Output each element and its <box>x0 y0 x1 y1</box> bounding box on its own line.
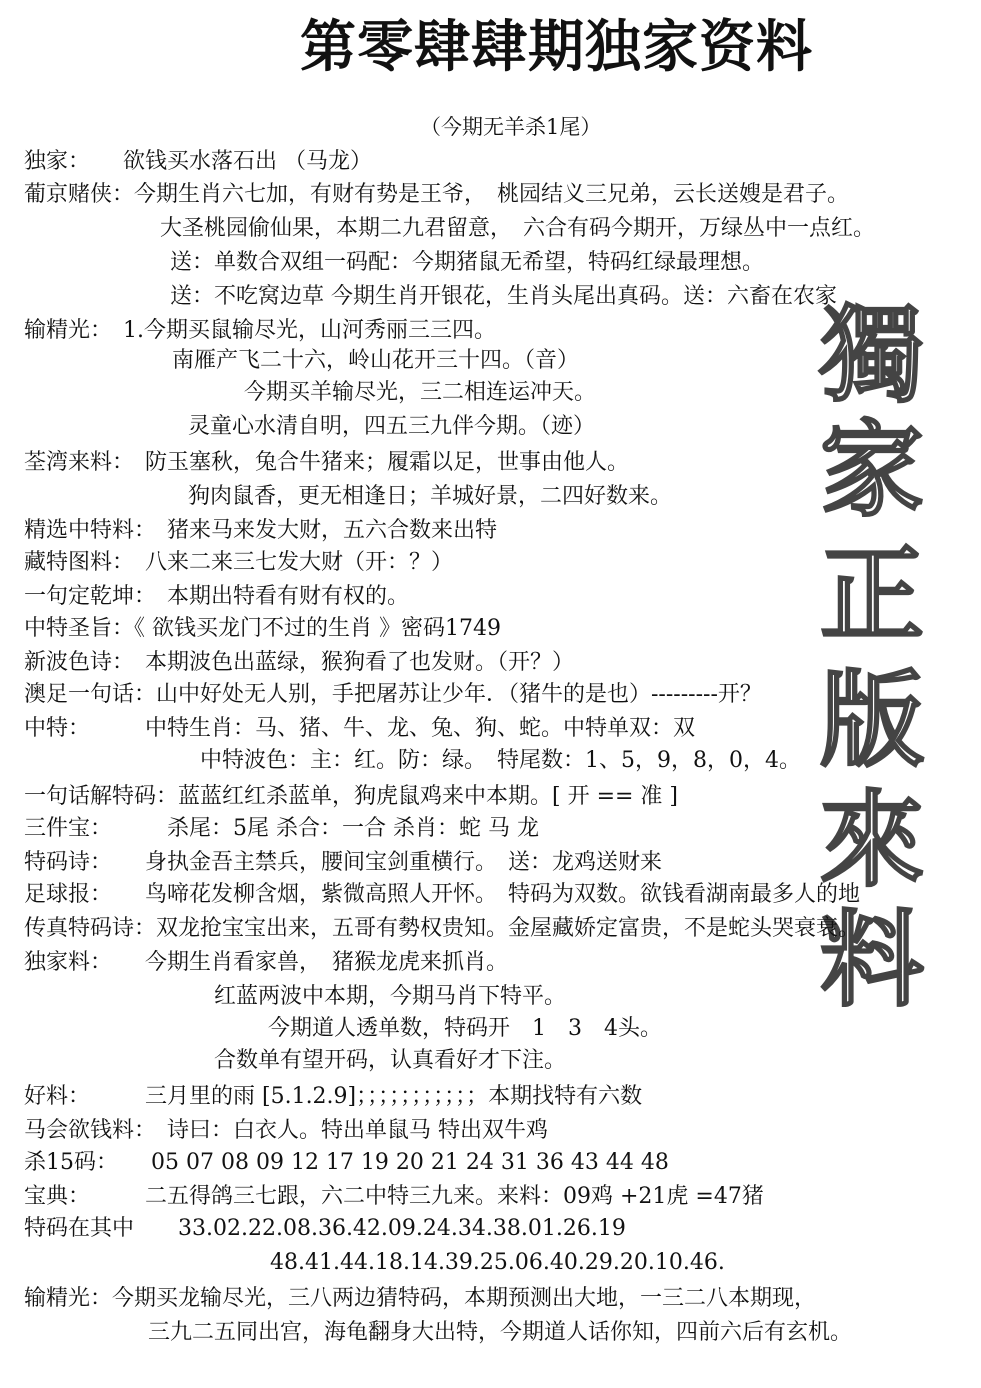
text-line: 独家料： 今期生肖看家兽， 猪猴龙虎来抓肖。 <box>24 950 509 975</box>
text-line: 特码在其中 33.02.22.08.36.42.09.24.34.38.01.26.19 <box>24 1216 626 1241</box>
text-line: 葡京赌侠：今期生肖六七加，有财有势是王爷， 桃园结义三兄弟，云长送嫂是君子。 <box>24 182 850 207</box>
text-line: 中特圣旨：《 欲钱买龙门不过的生肖 》密码1749 <box>24 616 501 641</box>
text-line: 荃湾来料： 防玉塞秋，兔合牛猪来；履霜以足，世事由他人。 <box>24 450 630 475</box>
text-line: 灵童心水清自明，四五三九伴今期。（迹） <box>188 414 596 439</box>
text-line: 送：不吃窝边草 今期生肖开银花，生肖头尾出真码。送：六畜在农家 <box>170 284 837 309</box>
text-line: 中特： 中特生肖：马、猪、牛、龙、兔、狗、蛇。中特单双：双 <box>24 716 696 741</box>
text-line: 南雁产飞二十六，岭山花开三十四。（音） <box>172 348 580 373</box>
text-line: 输精光：今期买龙输尽光，三八两边猜特码，本期预测出大地，一三二八本期现， <box>24 1286 817 1311</box>
text-line: 藏特图料： 八来二来三七发大财（开：？） <box>24 550 454 575</box>
text-line: 三九二五同出宫，海龟翻身大出特，今期道人话你知，四前六后有玄机。 <box>148 1320 853 1345</box>
page-title: 第零肆肆期独家资料 <box>300 14 813 80</box>
text-line: 一句定乾坤： 本期出特看有财有权的。 <box>24 584 410 609</box>
text-line: 中特波色：主：红。防：绿。 特尾数：1、5，9，8，0，4。 <box>200 748 801 773</box>
text-line: 宝典： 二五得鸽三七跟，六二中特三九来。来料：09鸡 +21虎 =47猪 <box>24 1184 764 1209</box>
watermark-char-5: 來 <box>820 779 925 901</box>
watermark-char-6: 料 <box>820 899 925 1021</box>
text-line: 一句话解特码：蓝蓝红红杀蓝单，狗虎鼠鸡来中本期。[ 开 == 准 ] <box>24 784 679 809</box>
text-line: 独家： 欲钱买水落石出 （马龙） <box>24 149 372 174</box>
text-line: 马会欲钱料： 诗曰：白衣人。特出单鼠马 特出双牛鸡 <box>24 1118 548 1143</box>
watermark-char-2: 家 <box>820 409 925 531</box>
text-line: 今期买羊输尽光，三二相连运冲天。 <box>244 380 597 405</box>
text-line: 大圣桃园偷仙果，本期二九君留意， 六合有码今期开，万绿丛中一点红。 <box>160 216 876 241</box>
watermark-char-4: 版 <box>820 659 925 781</box>
watermark-char-1: 獨 <box>820 294 925 416</box>
text-line: 足球报： 鸟啼花发柳含烟，紫微高照人开怀。 特码为双数。欲钱看湖南最多人的地 <box>24 882 861 907</box>
text-line: 澳足一句话：山中好处无人别，手把屠苏让少年．（猪牛的是也）---------开？ <box>24 682 762 707</box>
text-line: 新波色诗： 本期波色出蓝绿，猴狗看了也发财。（开？） <box>24 650 575 675</box>
text-line: 杀15码： 05 07 08 09 12 17 19 20 21 24 31 36 43 44 48 <box>24 1150 669 1175</box>
text-line: 三件宝： 杀尾：5尾 杀合：一合 杀肖：蛇 马 龙 <box>24 816 539 841</box>
text-line: 送：单数合双组一码配：今期猪鼠无希望，特码红绿最理想。 <box>170 250 765 275</box>
text-line: 狗肉鼠香，更无相逢日；羊城好景，二四好数来。 <box>188 484 673 509</box>
page-subtitle: （今期无羊杀1尾） <box>420 115 602 139</box>
text-line: 红蓝两波中本期，今期马肖下特平。 <box>214 984 567 1009</box>
text-line: 输精光： 1.今期买鼠输尽光，山河秀丽三三四。 <box>24 318 496 343</box>
text-line: 精选中特料： 猪来马来发大财，五六合数来出特 <box>24 518 498 543</box>
watermark-char-3: 正 <box>820 534 925 656</box>
text-line: 传真特码诗：双龙抢宝宝出来，五哥有勢权贵知。金屋藏娇定富贵，不是蛇头哭衰衰。 <box>24 916 861 941</box>
text-line: 48.41.44.18.14.39.25.06.40.29.20.10.46. <box>270 1250 725 1275</box>
text-line: 好料： 三月里的雨 [5.1.2.9]；；；；；；；；；；；本期找特有六数 <box>24 1084 643 1109</box>
text-line: 今期道人透单数，特码开 1 3 4头。 <box>268 1016 662 1041</box>
text-line: 合数单有望开码，认真看好才下注。 <box>214 1048 567 1073</box>
text-line: 特码诗： 身执金吾主禁兵，腰间宝剑重横行。 送：龙鸡送财来 <box>24 850 663 875</box>
